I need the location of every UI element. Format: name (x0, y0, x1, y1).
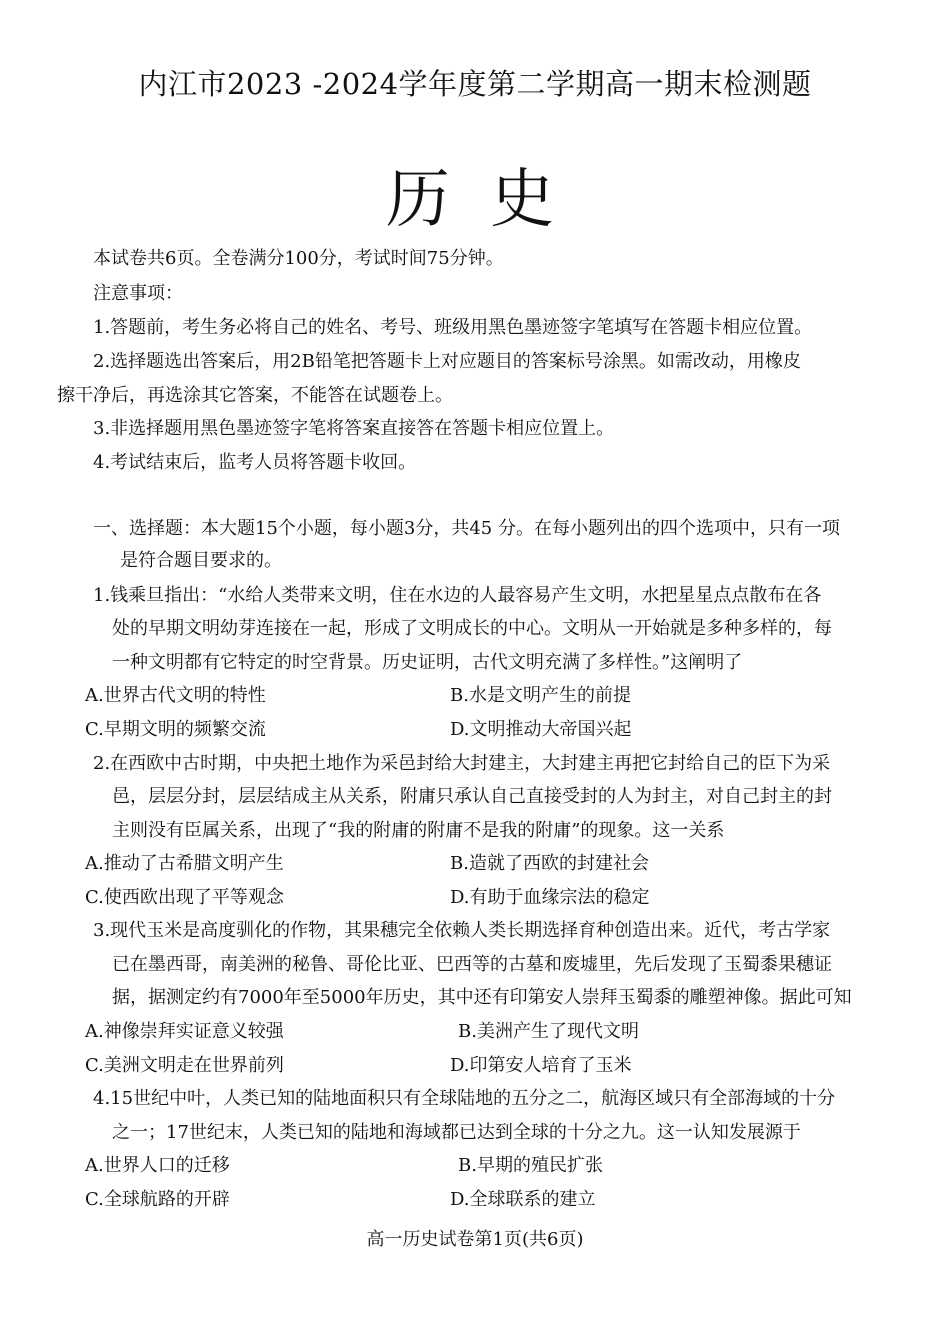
notice-item: 1.答题前，考生务必将自己的姓名、考号、班级用黑色墨迹签字笔填写在答题卡相应位置。 (93, 317, 813, 338)
question-2-text: 主则没有臣属关系，出现了“我的附庸的附庸不是我的附庸”的现象。这一关系 (112, 820, 725, 841)
question-2-text: 2.在西欧中古时期，中央把土地作为采邑封给大封建主，大封建主再把它封给自己的臣下为采 (93, 753, 831, 774)
question-4-text: 之一；17世纪末，人类已知的陆地和海域都已达到全球的十分之九。这一认知发展源于 (112, 1122, 801, 1143)
notice-item: 擦干净后，再选涂其它答案，不能答在试题卷上。 (57, 385, 453, 406)
question-3-option-a: A.神像崇拜实证意义较强 (85, 1021, 284, 1042)
question-1-option-a: A.世界古代文明的特性 (85, 685, 266, 706)
question-2-option-d: D.有助于血缘宗法的稳定 (450, 887, 650, 908)
question-2-option-c: C.使西欧出现了平等观念 (85, 887, 284, 908)
section-heading: 一、选择题：本大题15个小题，每小题3分，共45 分。在每小题列出的四个选项中，只有一项 (93, 518, 840, 539)
exam-header-title: 内江市2023 -2024学年度第二学期高一期末检测题 (138, 67, 812, 101)
question-3-option-d: D.印第安人培育了玉米 (450, 1055, 632, 1076)
question-3-text: 据，据测定约有7000年至5000年历史，其中还有印第安人崇拜玉蜀黍的雕塑神像。据此可知 (112, 987, 852, 1008)
section-heading: 是符合题目要求的。 (120, 550, 282, 571)
page-footer: 高一历史试卷第1页(共6页) (366, 1229, 584, 1250)
question-3-text: 已在墨西哥，南美洲的秘鲁、哥伦比亚、巴西等的古墓和废墟里，先后发现了玉蜀黍果穗证 (112, 954, 832, 975)
question-4-option-a: A.世界人口的迁移 (85, 1155, 230, 1176)
question-1-option-d: D.文明推动大帝国兴起 (450, 719, 632, 740)
question-3-text: 3.现代玉米是高度驯化的作物，其果穗完全依赖人类长期选择育种创造出来。近代，考古学家 (93, 920, 831, 941)
question-3-option-c: C.美洲文明走在世界前列 (85, 1055, 284, 1076)
intro-line: 本试卷共6页。全卷满分100分，考试时间75分钟。 (93, 248, 504, 269)
question-4-option-b: B.早期的殖民扩张 (458, 1155, 603, 1176)
question-4-option-d: D.全球联系的建立 (450, 1189, 596, 1210)
notice-item: 4.考试结束后，监考人员将答题卡收回。 (93, 452, 417, 473)
notice-heading: 注意事项： (93, 283, 183, 304)
question-2-option-b: B.造就了西欧的封建社会 (450, 853, 649, 874)
question-1-option-c: C.早期文明的频繁交流 (85, 719, 266, 740)
question-1-text: 1.钱乘旦指出：“水给人类带来文明，住在水边的人最容易产生文明，水把星星点点散布在各 (93, 585, 822, 606)
question-4-text: 4.15世纪中叶，人类已知的陆地面积只有全球陆地的五分之二，航海区域只有全部海域的十分 (93, 1088, 836, 1109)
question-4-option-c: C.全球航路的开辟 (85, 1189, 230, 1210)
question-2-text: 邑，层层分封，层层结成主从关系，附庸只承认自己直接受封的人为封主，对自己封主的封 (112, 786, 832, 807)
notice-item: 2.选择题选出答案后，用2B铅笔把答题卡上对应题目的答案标号涂黑。如需改动，用橡皮 (93, 351, 801, 372)
question-1-text: 一种文明都有它特定的时空背景。历史证明，古代文明充满了多样性。”这阐明了 (112, 652, 743, 673)
question-1-option-b: B.水是文明产生的前提 (450, 685, 631, 706)
subject-title: 历 史 (385, 163, 565, 237)
question-2-option-a: A.推动了古希腊文明产生 (85, 853, 284, 874)
question-1-text: 处的早期文明幼芽连接在一起，形成了文明成长的中心。文明从一开始就是多种多样的，每 (112, 618, 832, 639)
question-3-option-b: B.美洲产生了现代文明 (458, 1021, 639, 1042)
notice-item: 3.非选择题用黑色墨迹签字笔将答案直接答在答题卡相应位置上。 (93, 418, 615, 439)
